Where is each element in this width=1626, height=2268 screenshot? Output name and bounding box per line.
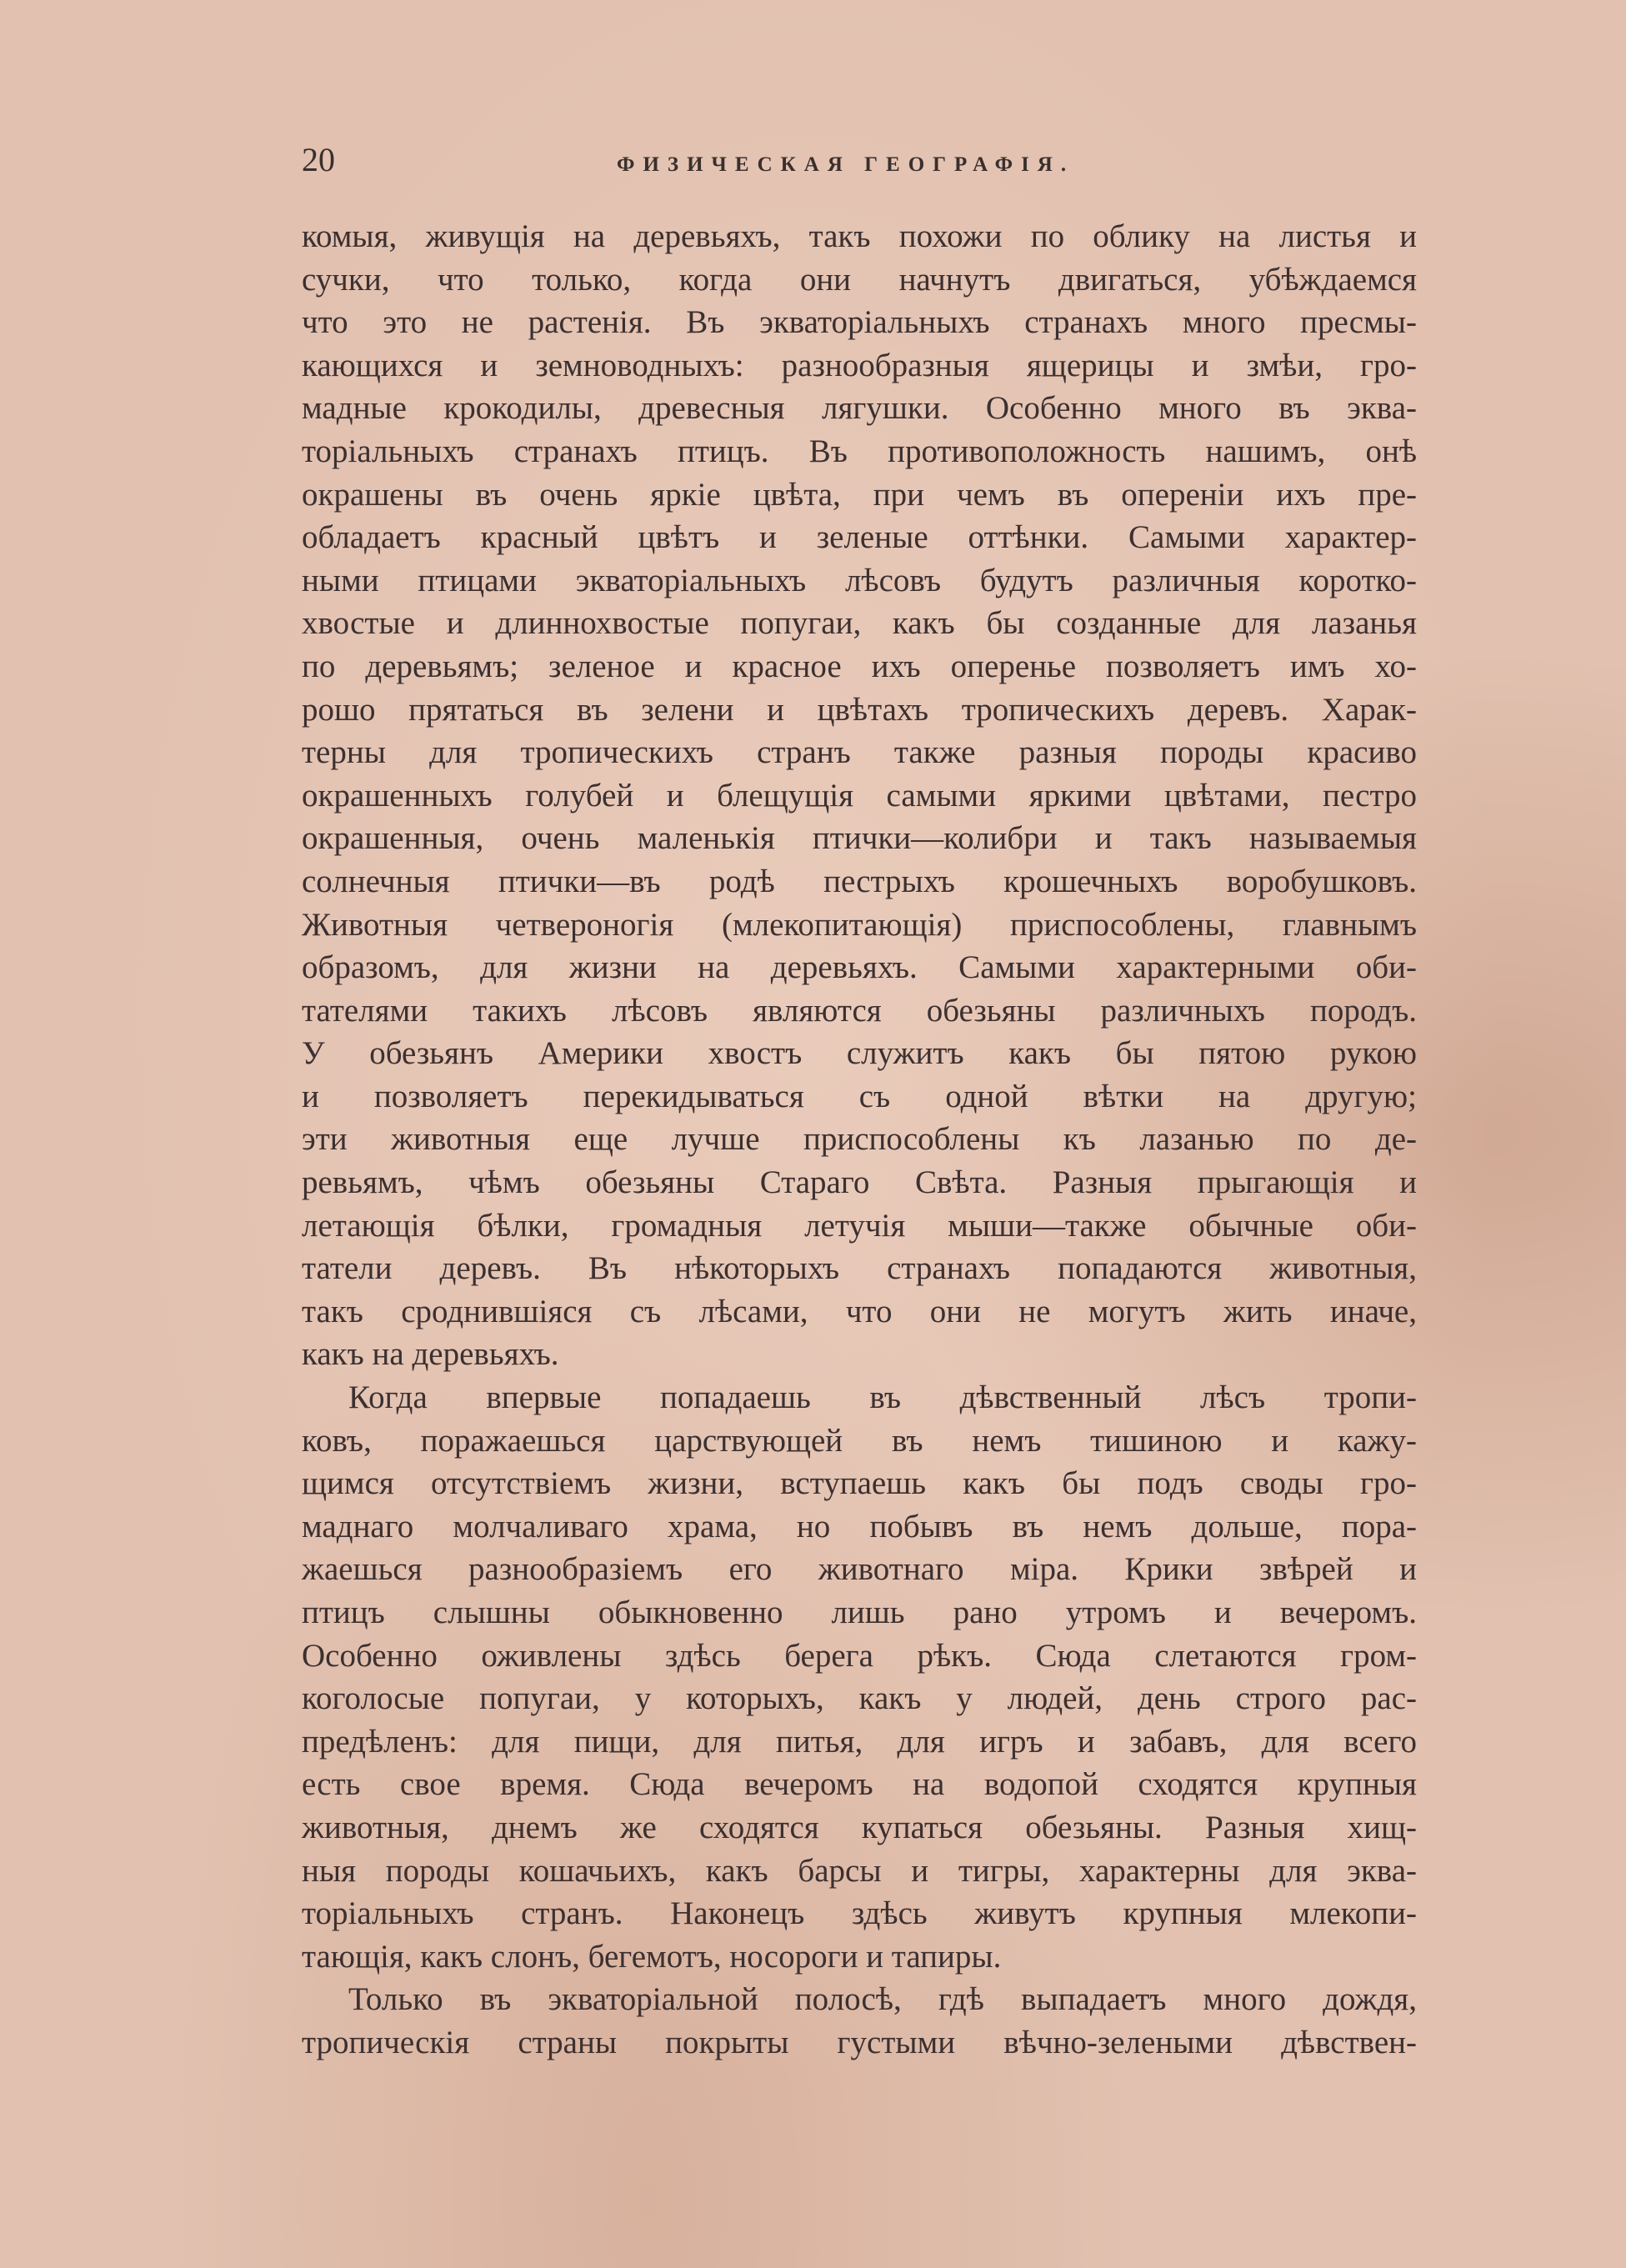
page-number: 20 — [302, 141, 335, 178]
text-line: тающія, какъ слонъ, бегемотъ, носороги и тапиры. — [302, 1938, 1002, 1975]
text-line: по деревьямъ; зеленое и красное ихъ оперенье позволяетъ имъ хо- — [302, 648, 1417, 684]
text-line: какъ на деревьяхъ. — [302, 1336, 559, 1373]
text-line: жаешься разнообразіемъ его животнаго міра. Крики звѣрей и — [302, 1551, 1417, 1588]
text-line: ковъ, поражаешься царствующей въ немъ тишиною и кажу- — [302, 1422, 1417, 1459]
text-line: комыя, живущія на деревьяхъ, такъ похожи по облику на листья и — [302, 218, 1417, 254]
text-line: хвостые и длиннохвостые попугаи, какъ бы созданные для лазанья — [302, 605, 1417, 642]
text-line: эти животныя еще лучше приспособлены къ лазанью по де- — [302, 1121, 1417, 1158]
text-line: торіальныхъ странахъ птицъ. Въ противоположность нашимъ, онѣ — [302, 433, 1417, 469]
text-line: птицъ слышны обыкновенно лишь рано утромъ и вечеромъ. — [302, 1595, 1417, 1630]
text-line: тателями такихъ лѣсовъ являются обезьяны различныхъ породъ. — [302, 992, 1417, 1029]
body-text — [302, 215, 1417, 2065]
text-line: животныя, днемъ же сходятся купаться обезьяны. Разныя хищ- — [302, 1809, 1417, 1845]
running-head: ФИЗИЧЕСКАЯ ГЕОГРАФІЯ. — [617, 153, 1075, 176]
text-line: мадные крокодилы, древесныя лягушки. Особенно много въ эква- — [302, 390, 1417, 427]
text-line: такъ сроднившіяся съ лѣсами, что они не могутъ жить иначе, — [302, 1293, 1417, 1329]
text-line: торіальныхъ странъ. Наконецъ здѣсь живутъ крупныя млекопи- — [302, 1895, 1417, 1932]
text-line: есть свое время. Сюда вечеромъ на водопой сходятся крупныя — [302, 1766, 1417, 1803]
text-line: Когда впервые попадаешь въ дѣвственный лѣсъ тропи- — [348, 1379, 1417, 1416]
text-line: кающихся и земноводныхъ: разнообразныя ящерицы и змѣи, гро- — [302, 347, 1417, 383]
text-line: Особенно оживлены здѣсь берега рѣкъ. Сюда слетаются гром- — [302, 1637, 1417, 1674]
text-line: тропическія страны покрыты густыми вѣчно-зелеными дѣвствен- — [302, 2024, 1417, 2060]
text-line: У обезьянъ Америки хвостъ служитъ какъ бы пятою рукою — [302, 1035, 1417, 1072]
text-line: ными птицами экваторіальныхъ лѣсовъ будутъ различныя коротко- — [302, 562, 1417, 598]
page-header — [302, 140, 1418, 190]
text-line: маднаго молчаливаго храма, но побывъ въ немъ дольше, пора- — [302, 1508, 1417, 1545]
text-line: ревьямъ, чѣмъ обезьяны Стараго Свѣта. Разныя прыгающія и — [302, 1164, 1417, 1201]
text-line: сучки, что только, когда они начнутъ двигаться, убѣждаемся — [302, 261, 1417, 298]
text-line: ныя породы кошачьихъ, какъ барсы и тигры, характерны для эква- — [302, 1852, 1417, 1889]
text-line: Животныя четвероногія (млекопитающія) приспособлены, главнымъ — [302, 906, 1417, 943]
text-line: терны для тропическихъ странъ также разныя породы красиво — [302, 734, 1417, 771]
text-line: щимся отсутствіемъ жизни, вступаешь какъ бы подъ своды гро- — [302, 1465, 1417, 1502]
text-line: образомъ, для жизни на деревьяхъ. Самыми характерными оби- — [302, 949, 1417, 986]
text-line: окрашены въ очень яркіе цвѣта, при чемъ въ опереніи ихъ пре- — [302, 476, 1417, 513]
text-line: обладаетъ красный цвѣтъ и зеленые оттѣнки. Самыми характер- — [302, 519, 1417, 556]
text-line: солнечныя птички—въ родѣ пестрыхъ крошечныхъ воробушковъ. — [302, 863, 1417, 899]
text-line: окрашенныя, очень маленькія птички—колибри и такъ называемыя — [302, 820, 1417, 857]
text-line: татели деревъ. Въ нѣкоторыхъ странахъ попадаются животныя, — [302, 1250, 1417, 1287]
text-line: что это не растенія. Въ экваторіальныхъ странахъ много пресмы- — [302, 304, 1417, 341]
text-line: Только въ экваторіальной полосѣ, гдѣ выпадаетъ много дождя, — [348, 1981, 1417, 2018]
text-line: предѣленъ: для пищи, для питья, для игръ и забавъ, для всего — [302, 1723, 1417, 1760]
text-line: окрашенныхъ голубей и блещущія самыми яркими цвѣтами, пестро — [302, 777, 1417, 814]
text-line: и позволяетъ перекидываться съ одной вѣтки на другую; — [302, 1078, 1417, 1114]
text-line: рошо прятаться въ зелени и цвѣтахъ тропическихъ деревъ. Харак- — [302, 691, 1417, 728]
text-line: летающія бѣлки, громадныя летучія мыши—также обычные оби- — [302, 1207, 1417, 1244]
text-line: коголосые попугаи, у которыхъ, какъ у людей, день строго рас- — [302, 1680, 1417, 1717]
